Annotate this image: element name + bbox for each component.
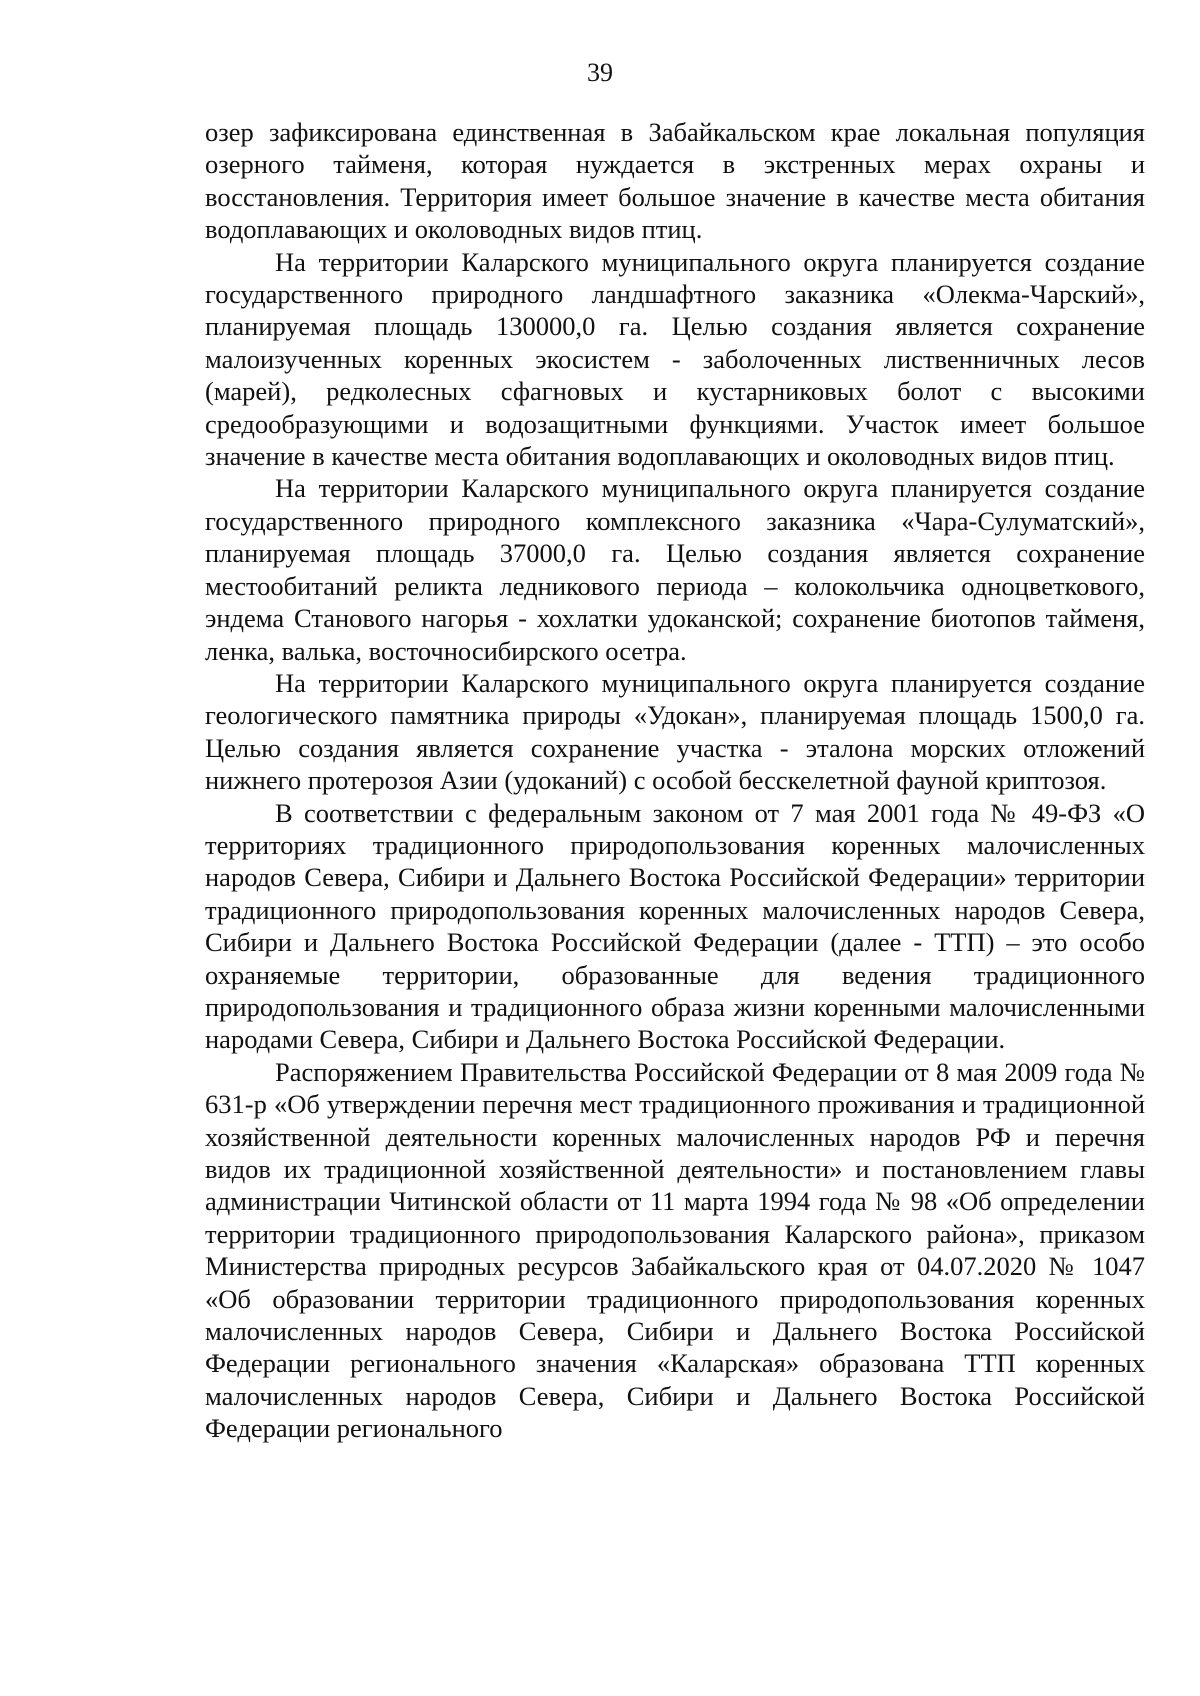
paragraph-6: Распоряжением Правительства Российской Федерации от 8 мая 2009 года № 631-р «Об утверждении перечня мест традиционного проживания и традиционной хозяйственной деятельности коренных малочисленных народов РФ и перечня видов их традиционной хозяйственной деятельности» и постановлением главы администрации Читинской области от 11 марта 1994 года № 98 «Об определении территории традиционного природопользования Каларского района», приказом Министерства природных ресурсов Забайкальского края от 04.07.2020 № 1047 «Об образовании территории традиционного природопользования коренных малочисленных народов Севера, Сибири и Дальнего Востока Российской Федерации регионального значения «Каларская» образована ТТП коренных малочисленных народов Севера, Сибири и Дальнего Востока Российской Федерации регионального [205, 1056, 1145, 1444]
page-number: 39 [587, 58, 613, 87]
paragraph-5: В соответствии с федеральным законом от 7 мая 2001 года № 49-ФЗ «О территориях традиционного природопользования коренных малочисленных народов Севера, Сибири и Дальнего Востока Российской Федерации» территории традиционного природопользования коренных малочисленных народов Севера, Сибири и Дальнего Востока Российской Федерации (далее - ТТП) – это особо охраняемые территории, образованные для ведения традиционного природопользования и традиционного образа жизни коренными малочисленными народами Севера, Сибири и Дальнего Востока Российской Федерации. [205, 797, 1145, 1055]
paragraph-1: озер зафиксирована единственная в Забайкальском крае локальная популяция озерного тайменя, которая нуждается в экстренных мерах охраны и восстановления. Территория имеет большое значение в качестве места обитания водоплавающих и околоводных видов птиц. [205, 117, 1145, 245]
paragraph-2: На территории Каларского муниципального округа планируется создание государственного природного ландшафтного заказника «Олекма-Чарский», планируемая площадь 130000,0 га. Целью создания является сохранение малоизученных коренных экосистем - заболоченных лиственничных лесов (марей), редколесных сфагновых и кустарниковых болот с высокими средообразующими и водозащитными функциями. Участок имеет большое значение в качестве места обитания водоплавающих и околоводных видов птиц. [205, 246, 1145, 472]
paragraph-3: На территории Каларского муниципального округа планируется создание государственного природного комплексного заказника «Чара-Сулуматский», планируемая площадь 37000,0 га. Целью создания является сохранение местообитаний реликта ледникового периода – колокольчика одноцветкового, эндема Станового нагорья - хохлатки удоканской; сохранение биотопов тайменя, ленка, валька, восточносибирского осетра. [205, 473, 1145, 666]
paragraph-4: На территории Каларского муниципального округа планируется создание геологического памятника природы «Удокан», планируемая площадь 1500,0 га. Целью создания является сохранение участка - эталона морских отложений нижнего протерозоя Азии (удоканий) с особой бесскелетной фауной криптозоя. [205, 667, 1145, 796]
body-text [205, 116, 1145, 1445]
